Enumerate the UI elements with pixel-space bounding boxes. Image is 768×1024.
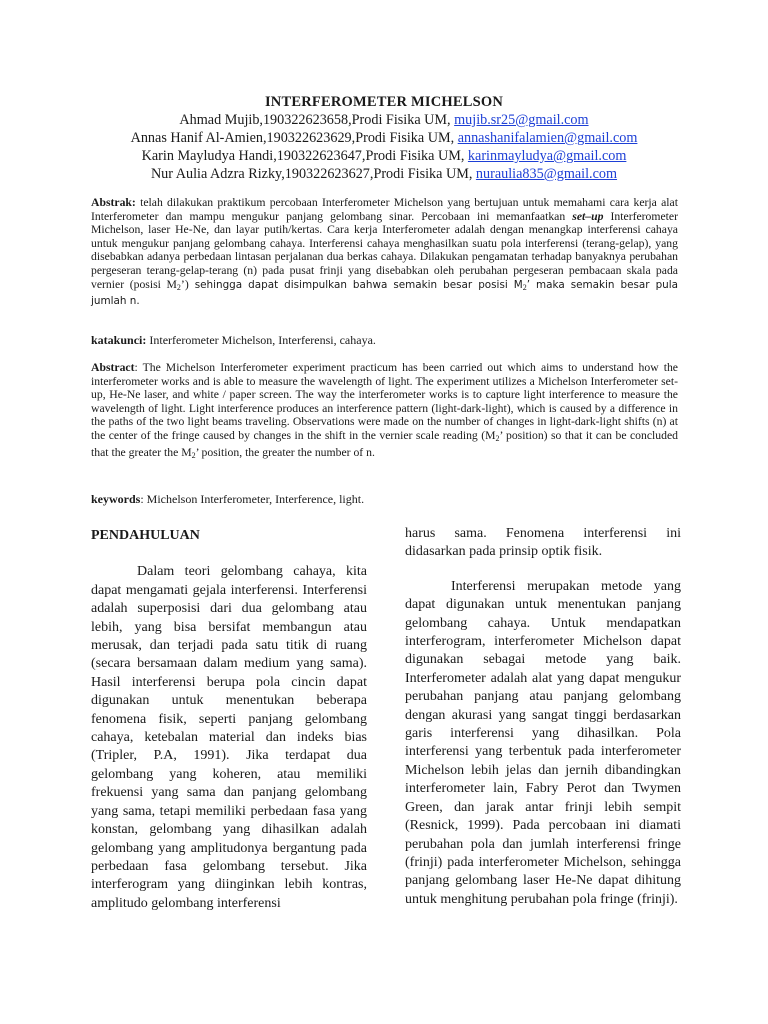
author-email-link[interactable]: nuraulia835@gmail.com: [475, 166, 618, 182]
author-email-link[interactable]: annashanifalamien@gmail.com: [457, 130, 638, 146]
abstrak-indonesian: Abstrak: telah dilakukan praktikum percobaan Interferometer Michelson yang bertujuan untuk memahami cara kerja alat Interferometer dan mampu mengukur panjang gelombang sinar. Percobaan ini memanfaatkan set–up Interferometer Michelson, laser He-Ne, dan layar putih/kertas. Cara kerja Interferometer adalah dengan menangkap interferensi cahaya untuk mengukur panjang gelombang cahaya. Interferensi cahaya menghasilkan suatu pola interferensi (terang-gelap), yang disebabkan adanya perbedaan lintasan perjalanan dua berkas cahaya. Dilakukan pengamatan terhadap banyaknya perubahan pergeseran terang-gelap-terang (n) pada pusat frinji yang disebabkan oleh perubahan pergeseran pembacaan skala pada vernier (posisi M2’) sehingga dapat disimpulkan bahwa semakin besar posisi M2’ maka semakin besar pula jumlah n.: [91, 196, 679, 308]
abstract-english: Abstract: The Michelson Interferometer experiment practicum has been carried out which aims to understand how the interferometer works and is able to measure the wavelength of light. The experiment utilizes a Michelson Interferometer set-up, He-Ne laser, and white / paper screen. The way the interferometer works is to capture light interference to measure the wavelength of light. Light interference produces an interference pattern (light-dark-light), which is caused by a difference in the paths of the two light beams traveling. Observations were made on the number of changes in light-dark-light shifts (n) at the center of the fringe caused by changes in the shift in the vernier scale reading (M2’ position) so that it can be concluded that the greater the M2’ position, the greater the number of n.: [91, 361, 678, 460]
abstrak-label: Abstrak:: [91, 196, 136, 209]
author-line: Karin Mayludya Handi,190322623647,Prodi Fisika UM, karinmayludya@gmail.com: [141, 148, 627, 164]
left-column: [91, 527, 367, 913]
right-column: [405, 525, 681, 909]
author-line: Ahmad Mujib,190322623658,Prodi Fisika UM, mujib.sr25@gmail.com: [179, 112, 589, 128]
section-heading: PENDAHULUAN: [91, 528, 200, 543]
paper-title: INTERFEROMETER MICHELSON: [264, 94, 504, 110]
author-email-link[interactable]: karinmayludya@gmail.com: [467, 148, 627, 164]
abstract-label: Abstract: [91, 361, 135, 374]
author-line: Nur Aulia Adzra Rizky,190322623627,Prodi Fisika UM, nuraulia835@gmail.com: [150, 166, 618, 182]
body-paragraph: Dalam teori gelombang cahaya, kita dapat mengamati gejala interferensi. Interferensi adalah superposisi dari dua gelombang atau lebih, yang bisa bersifat membangun atau merusak, dan terjadi pada satu titik di ruang (secara bersamaan dalam medium yang sama). Hasil interferensi berupa pola cincin dapat digunakan untuk menentukan beberapa fenomena fisik, seperti panjang gelombang cahaya, ketebalan material dan indeks bias (Tripler, P.A, 1991). Jika terdapat dua gelombang yang koheren, atau memiliki frekuensi yang sama dan panjang gelombang yang sama, tetapi memiliki perbedaan fasa yang konstan, gelombang yang dihasilkan adalah gelombang yang amplitudonya bergantung pada perbedaan fasa gelombang tersebut. Jika interferogram yang diinginkan lebih kontras, amplitudo gelombang interferensi: [91, 564, 367, 911]
katakunci-label: katakunci:: [91, 333, 147, 347]
author-line: Annas Hanif Al-Amien,190322623629,Prodi Fisika UM, annashanifalamien@gmail.com: [130, 130, 638, 146]
keywords-label: keywords: [91, 492, 141, 506]
body-paragraph: Interferensi merupakan metode yang dapat digunakan untuk menentukan panjang gelombang cahaya. Untuk mendapatkan interferogram, interferometer Michelson dapat digunakan sebagai metode yang baik. Interferometer adalah alat yang dapat mengukur perubahan panjang atau panjang gelombang dengan akurasi yang sangat tinggi berdasarkan garis interferensi yang dihasilkan. Pola interferensi yang terbentuk pada interferometer Michelson lebih jelas dan jernih dibandingkan interferometer lain, Fabry Perot dan Twymen Green, dan jarak antar frinji lebih sempit (Resnick, 1999). Pada percobaan ini diamati perubahan pola dan jumlah interferensi fringe (frinji) pada interferometer Michelson, sehingga panjang gelombang laser He-Ne dapat dihitung untuk menghitung perubahan pola fringe (frinji).: [405, 578, 681, 907]
author-email-link[interactable]: mujib.sr25@gmail.com: [454, 112, 589, 128]
katakunci-line: katakunci: Interferometer Michelson, Interferensi, cahaya.: [91, 333, 376, 347]
setup-term: set–up: [572, 209, 604, 223]
author-list: [0, 111, 768, 183]
keywords-line: keywords: Michelson Interferometer, Interference, light.: [91, 492, 365, 506]
body-paragraph: harus sama. Fenomena interferensi ini didasarkan pada prinsip optik fisik.: [405, 526, 681, 560]
